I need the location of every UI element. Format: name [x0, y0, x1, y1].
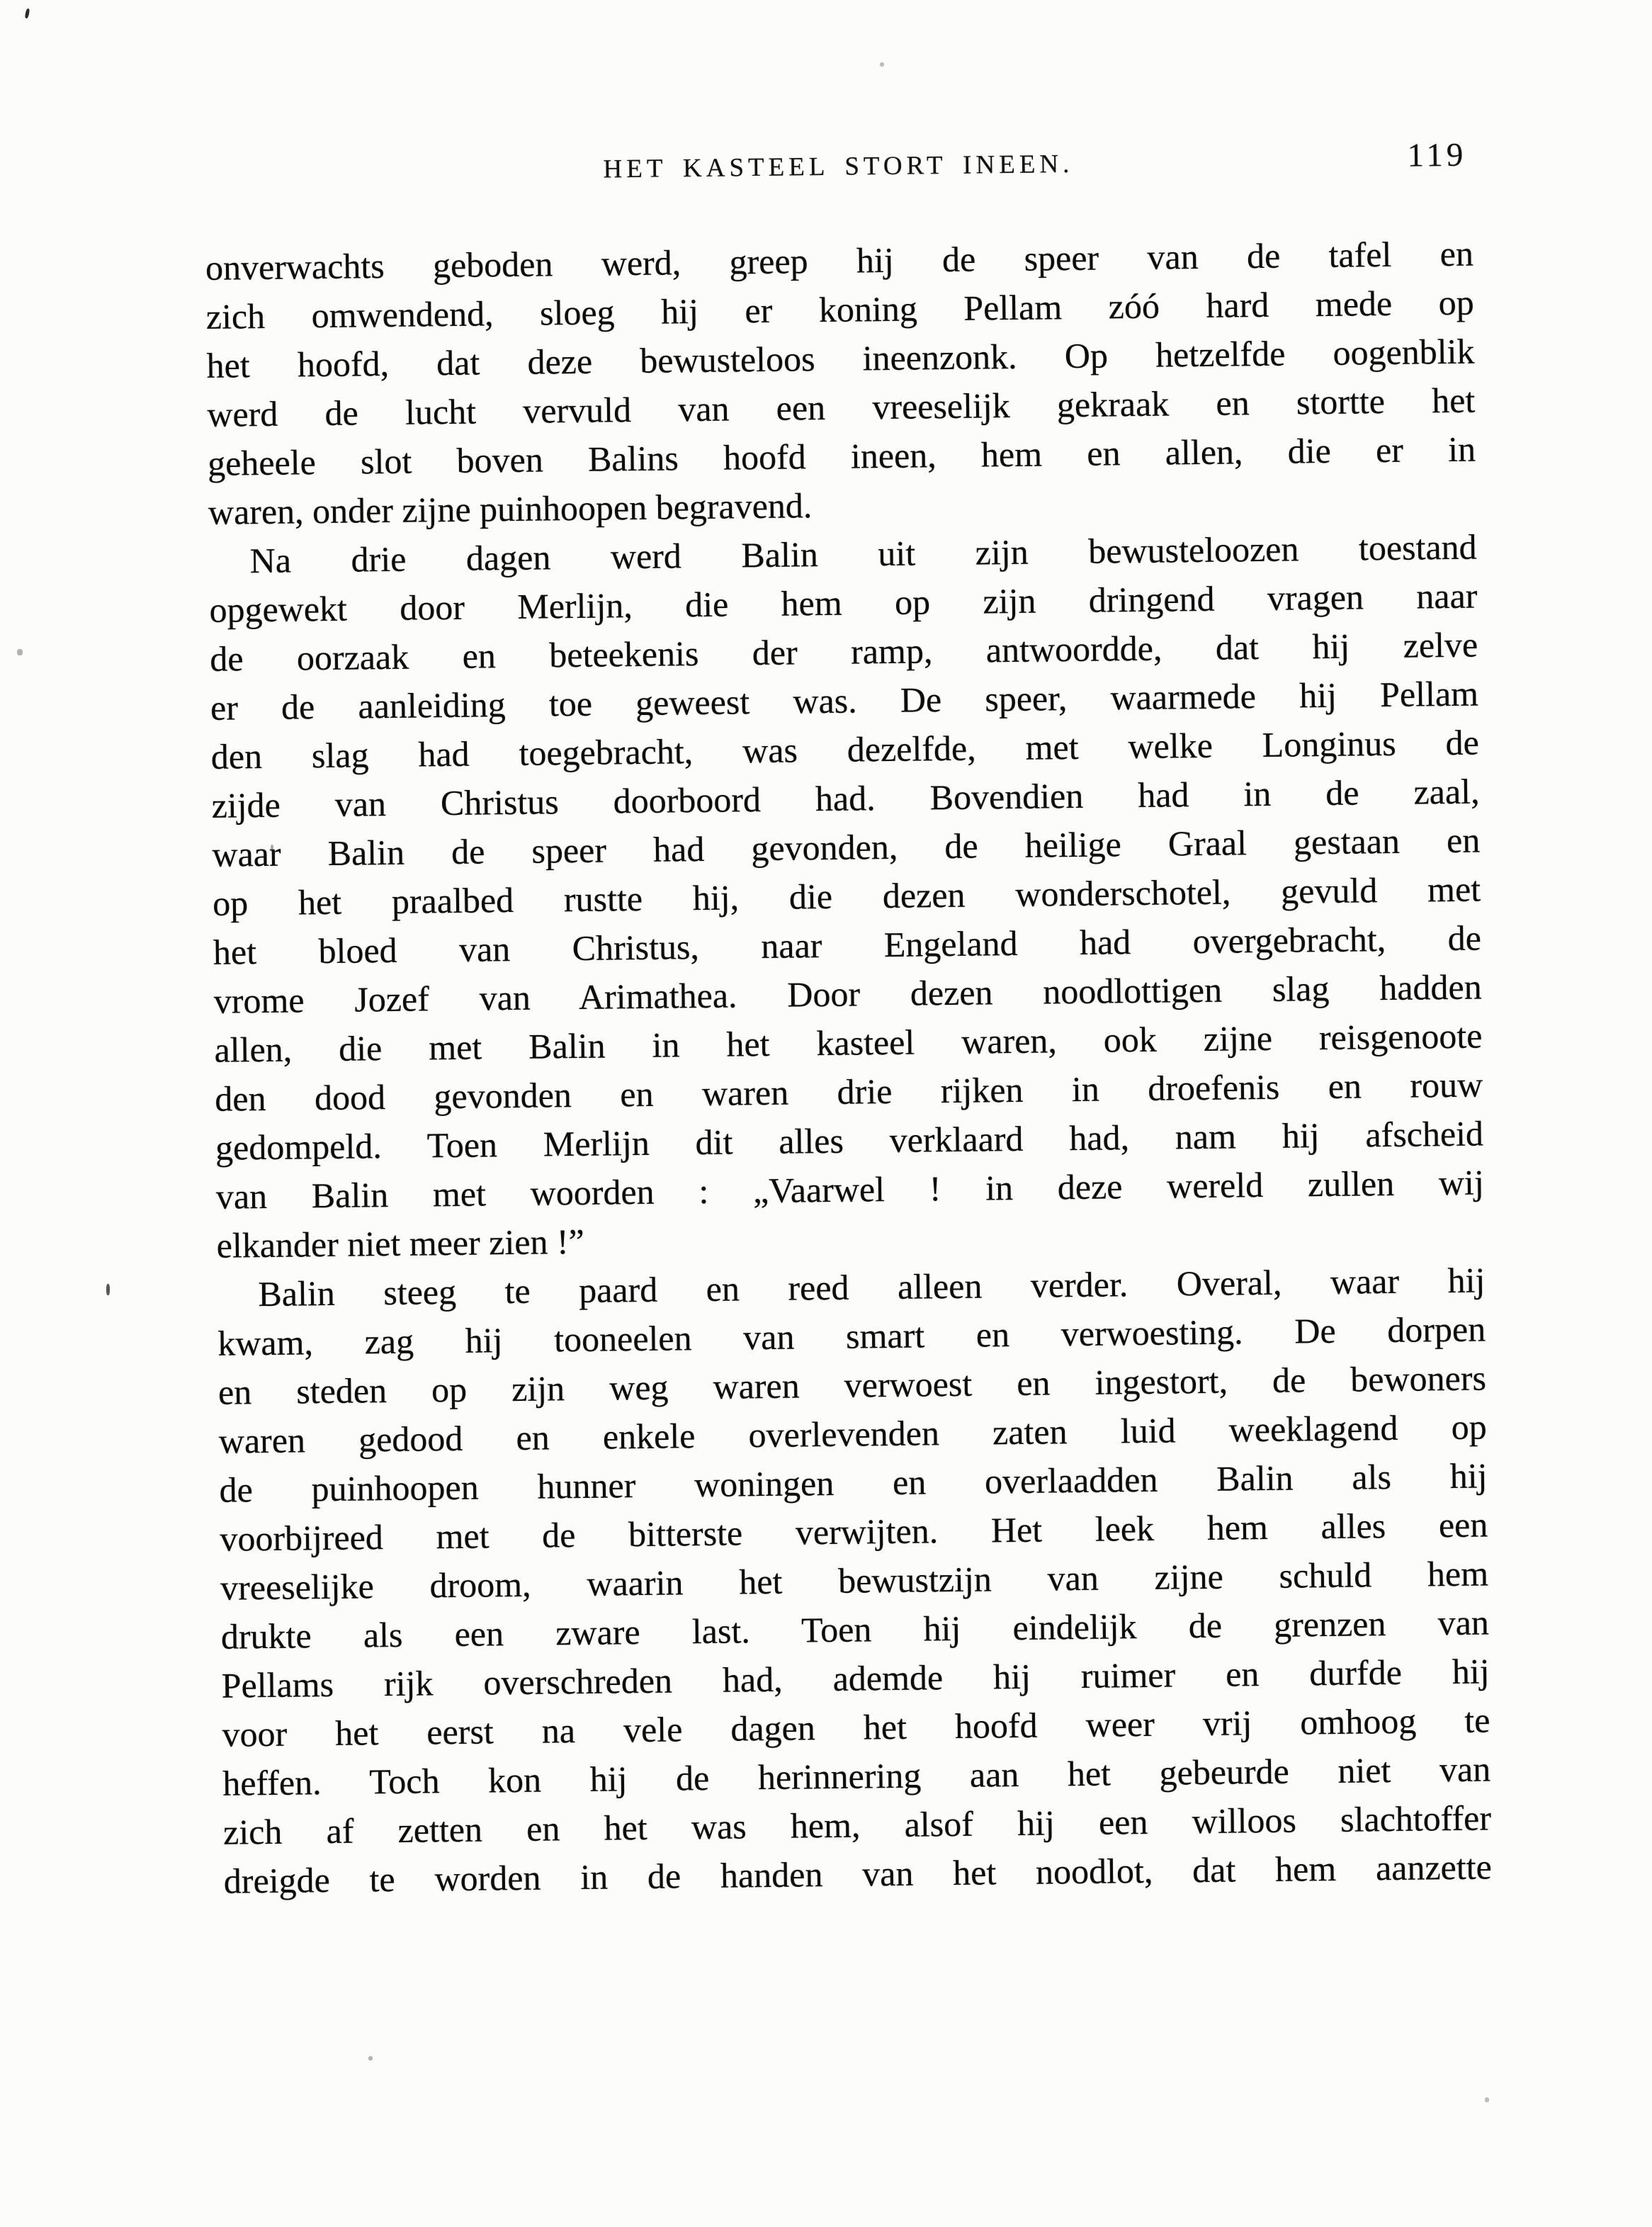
body-text	[205, 230, 1492, 1906]
running-header-title: HET KASTEEL STORT INEEN.	[603, 149, 1074, 184]
text-line: voor het eerst na vele dagen het hoofd weer vrij omhoog te	[222, 1700, 1490, 1754]
scan-speck	[271, 845, 273, 852]
scan-speck	[880, 62, 884, 67]
text-line: opgewekt door Merlijn, die hem op zijn dringend vragen naar	[209, 575, 1478, 630]
paragraph	[208, 523, 1485, 1270]
text-line: Na drie dagen werd Balin uit zijn bewusteloozen toestand	[249, 526, 1477, 581]
text-line: zich af zetten en het was hem, alsof hij een willoos slachtoffer	[222, 1798, 1492, 1852]
scan-speck	[1485, 2097, 1489, 2102]
paragraph	[205, 230, 1477, 537]
text-line: allen, die met Balin in het kasteel waren, ook zijne reisgenoote	[214, 1015, 1483, 1070]
text-line: heffen. Toch kon hij de herinnering aan het gebeurde niet van	[222, 1749, 1491, 1803]
text-line: vreeselijke droom, waarin het bewustzijn van zijne schuld hem	[220, 1553, 1489, 1608]
page-header	[204, 136, 1473, 201]
text-line: vrome Jozef van Arimathea. Door dezen noodlottigen slag hadden	[213, 966, 1482, 1021]
text-line: den slag had toegebracht, was dezelfde, met welke Longinus de	[210, 722, 1480, 777]
text-line: het hoofd, dat deze bewusteloos ineenzonk. Op hetzelfde oogenblik	[206, 331, 1475, 385]
text-line: waar Balin de speer had gevonden, de heilige Graal gestaan en	[212, 820, 1481, 874]
text-line: geheele slot boven Balins hoofd ineen, hem en allen, die er in	[207, 429, 1476, 483]
text-line: elkander niet meer zien !”	[216, 1221, 585, 1265]
text-line: de oorzaak en beteekenis der ramp, antwoordde, dat hij zelve	[209, 624, 1478, 679]
text-line: Pellams rijk overschreden had, ademde hij ruimer en durfde hij	[221, 1651, 1490, 1706]
text-line: zijde van Christus doorboord had. Bovendien had in de zaal,	[211, 771, 1480, 825]
scan-speck	[17, 649, 23, 655]
text-line: en steden op zijn weg waren verwoest en ingestort, de bewoners	[217, 1358, 1487, 1412]
page-number: 119	[1407, 136, 1467, 174]
text-line: gedompeld. Toen Merlijn dit alles verklaard had, nam hij afscheid	[215, 1113, 1484, 1168]
text-line: werd de lucht vervuld van een vreeselijk gekraak en stortte het	[207, 380, 1476, 434]
scan-speck	[106, 1284, 110, 1295]
text-line: op het praalbed rustte hij, die dezen wonderschotel, gevuld met	[212, 869, 1481, 923]
text-line: zich omwendend, sloeg hij er koning Pellam zóó hard mede op	[205, 282, 1475, 337]
text-line: waren gedood en enkele overlevenden zaten luid weeklagend op	[218, 1406, 1488, 1461]
text-line: waren, onder zijne puinhoopen begravend.	[208, 485, 813, 532]
text-line: den dood gevonden en waren drie rijken in droefenis en rouw	[215, 1064, 1483, 1119]
text-line: de puinhoopen hunner woningen en overlaadden Balin als hij	[219, 1455, 1488, 1510]
text-line: er de aanleiding toe geweest was. De speer, waarmede hij Pellam	[210, 673, 1479, 728]
text-line: voorbijreed met de bitterste verwijten. Het leek hem alles een	[220, 1504, 1488, 1559]
text-line: kwam, zag hij tooneelen van smart en verwoesting. De dorpen	[217, 1309, 1486, 1363]
text-line: het bloed van Christus, naar Engeland had overgebracht, de	[213, 918, 1482, 972]
text-line: van Balin met woorden : „Vaarwel ! in deze wereld zullen wij	[215, 1162, 1485, 1217]
paragraph	[217, 1256, 1492, 1905]
text-line: dreigde te worden in de handen van het noodlot, dat hem aanzette	[223, 1847, 1493, 1901]
text-line: onverwachts geboden werd, greep hij de speer van de tafel en	[205, 233, 1474, 288]
scan-speck	[368, 2056, 373, 2060]
text-line: Balin steeg te paard en reed alleen verder. Overal, waar hij	[258, 1260, 1486, 1314]
text-line: drukte als een zware last. Toen hij eindelijk de grenzen van	[220, 1602, 1490, 1657]
